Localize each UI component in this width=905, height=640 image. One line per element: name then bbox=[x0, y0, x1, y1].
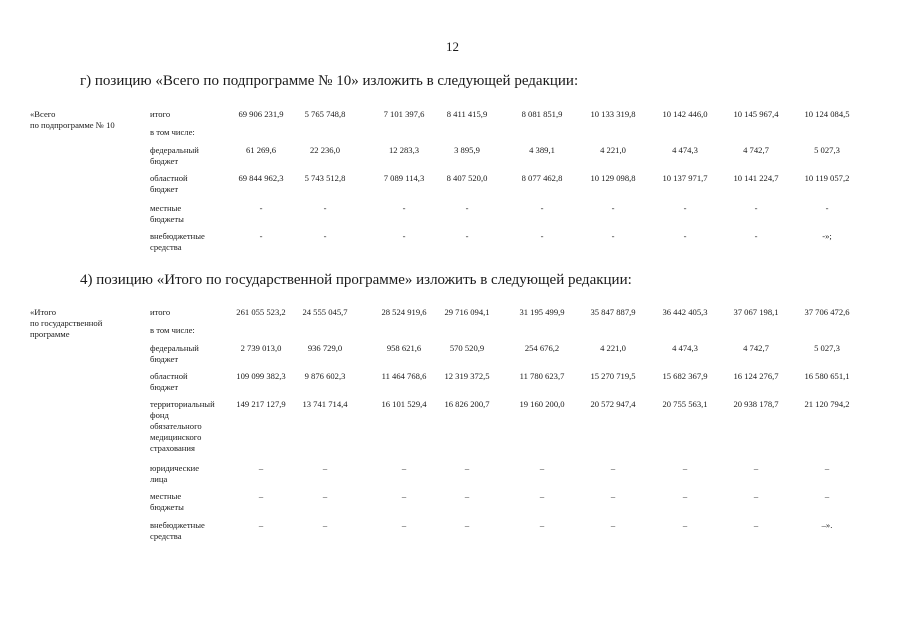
section2-cell-value: 11 464 768,6 bbox=[381, 371, 427, 381]
section1-cell-value: - bbox=[611, 231, 615, 241]
section2-cell-value: 12 319 372,5 bbox=[444, 371, 490, 381]
section2-cell-value: 31 195 499,9 bbox=[519, 307, 565, 317]
section2-cell-value: 16 101 529,4 bbox=[381, 399, 427, 409]
section2-row-label bbox=[150, 463, 199, 485]
section1-cell-value: 5 743 512,8 bbox=[304, 173, 346, 183]
section2-left-label-line: по государственной bbox=[30, 318, 103, 328]
section2-row-label-line: бюджет bbox=[150, 382, 179, 392]
section1-cell-value: -»; bbox=[822, 231, 832, 241]
section2-cell-value: – bbox=[753, 463, 759, 473]
section2-cell-value: – bbox=[539, 463, 545, 473]
section1-row-label bbox=[150, 109, 170, 120]
section1-cell-value: 4 474,3 bbox=[672, 145, 698, 155]
section2-cell-value: 37 706 472,6 bbox=[804, 307, 850, 317]
section1-cell-value: 4 389,1 bbox=[529, 145, 555, 155]
section2-cell-value: 16 124 276,7 bbox=[733, 371, 779, 381]
section2-cell-value: – bbox=[682, 463, 688, 473]
section2-row-label-line: местные bbox=[150, 491, 182, 501]
section1-left-label bbox=[30, 109, 115, 131]
section2-left-label bbox=[30, 307, 102, 340]
section2-cell-value: 254 676,2 bbox=[524, 343, 560, 353]
section2-cell-value: 15 270 719,5 bbox=[590, 371, 636, 381]
section2-cell-value: 24 555 045,7 bbox=[302, 307, 348, 317]
section1-cell-value: - bbox=[323, 231, 327, 241]
section2-row-label-line: территориальный bbox=[150, 399, 215, 409]
section2-cell-value: –». bbox=[821, 520, 833, 530]
section1-row-label-line: федеральный bbox=[150, 145, 199, 155]
section2-cell-value: 570 520,9 bbox=[449, 343, 485, 353]
section2-cell-value: – bbox=[824, 463, 830, 473]
section1-cell-value: 69 844 962,3 bbox=[238, 173, 284, 183]
section2-cell-value: – bbox=[322, 463, 328, 473]
section2-row-label bbox=[150, 307, 170, 318]
section2-cell-value: 37 067 198,1 bbox=[733, 307, 779, 317]
section1-cell-value: - bbox=[683, 203, 687, 213]
section2-cell-value: 4 474,3 bbox=[672, 343, 698, 353]
section2-cell-value: – bbox=[824, 491, 830, 501]
section2-cell-value: – bbox=[682, 520, 688, 530]
section2-cell-value: 936 729,0 bbox=[307, 343, 343, 353]
section1-cell-value: 8 077 462,8 bbox=[521, 173, 563, 183]
section1-row-label-line: областной bbox=[150, 173, 188, 183]
section2-cell-value: – bbox=[539, 520, 545, 530]
section2-cell-value: – bbox=[610, 491, 616, 501]
section1-cell-value: - bbox=[540, 203, 544, 213]
section1-cell-value: 5 765 748,8 bbox=[304, 109, 346, 119]
section2-row-label-line: внебюджетные bbox=[150, 520, 205, 530]
section2-row-label-line: бюджеты bbox=[150, 502, 184, 512]
section2-row-label-line: фонд bbox=[150, 410, 169, 420]
section1-cell-value: 10 129 098,8 bbox=[590, 173, 636, 183]
section2-cell-value: – bbox=[610, 463, 616, 473]
section1-cell-value: 10 142 446,0 bbox=[662, 109, 708, 119]
section2-row-label-line: медицинского bbox=[150, 432, 202, 442]
section2-cell-value: – bbox=[401, 463, 407, 473]
section2-row-label bbox=[150, 399, 215, 454]
section2-cell-value: 16 580 651,1 bbox=[804, 371, 850, 381]
section1-row-label-line: внебюджетные bbox=[150, 231, 205, 241]
section1-cell-value: 10 124 084,5 bbox=[804, 109, 850, 119]
section1-cell-value: 10 137 971,7 bbox=[662, 173, 708, 183]
section2-row-label bbox=[150, 491, 184, 513]
section2-cell-value: 28 524 919,6 bbox=[381, 307, 427, 317]
section2-cell-value: – bbox=[464, 491, 470, 501]
section2-cell-value: – bbox=[610, 520, 616, 530]
section1-cell-value: 3 895,9 bbox=[454, 145, 480, 155]
section1-cell-value: 7 101 397,6 bbox=[383, 109, 425, 119]
section2-row-label-line: лица bbox=[150, 474, 168, 484]
section2-cell-value: 2 739 013,0 bbox=[240, 343, 282, 353]
section1-row-label-line: средства bbox=[150, 242, 182, 252]
section2-cell-value: – bbox=[258, 491, 264, 501]
section2-cell-value: 11 780 623,7 bbox=[519, 371, 565, 381]
section1-cell-value: 8 411 415,9 bbox=[446, 109, 488, 119]
section2-cell-value: 20 755 563,1 bbox=[662, 399, 708, 409]
section1-cell-value: 10 133 319,8 bbox=[590, 109, 636, 119]
section1-row-label bbox=[150, 231, 205, 253]
section1-cell-value: 7 089 114,3 bbox=[383, 173, 425, 183]
section2-cell-value: 35 847 887,9 bbox=[590, 307, 636, 317]
section2-row-label-line: страхования bbox=[150, 443, 195, 453]
section1-cell-value: 10 145 967,4 bbox=[733, 109, 779, 119]
section2-cell-value: 29 716 094,1 bbox=[444, 307, 490, 317]
section1-cell-value: - bbox=[754, 203, 758, 213]
section2-row-label-line: юридические bbox=[150, 463, 200, 473]
section1-row-label bbox=[150, 127, 195, 138]
section2-cell-value: 20 938 178,7 bbox=[733, 399, 779, 409]
section2-row-label bbox=[150, 520, 205, 542]
section2-cell-value: 19 160 200,0 bbox=[519, 399, 565, 409]
section1-cell-value: 22 236,0 bbox=[309, 145, 341, 155]
section1-cell-value: - bbox=[611, 203, 615, 213]
section2-heading: 4) позицию «Итого по государственной программе» изложить в следующей редакции: bbox=[80, 272, 632, 288]
section2-row-label-line: итого bbox=[150, 307, 171, 317]
section2-cell-value: 13 741 714,4 bbox=[302, 399, 348, 409]
section1-cell-value: 4 221,0 bbox=[600, 145, 626, 155]
section1-cell-value: 10 119 057,2 bbox=[804, 173, 850, 183]
section1-cell-value: 8 407 520,0 bbox=[446, 173, 488, 183]
section1-left-label-line: по подпрограмме № 10 bbox=[30, 120, 115, 130]
section1-cell-value: 69 906 231,9 bbox=[238, 109, 284, 119]
section2-cell-value: 15 682 367,9 bbox=[662, 371, 708, 381]
section1-cell-value: - bbox=[825, 203, 829, 213]
section1-cell-value: - bbox=[540, 231, 544, 241]
section1-cell-value: - bbox=[465, 203, 469, 213]
section1-cell-value: - bbox=[402, 231, 406, 241]
section2-row-label-line: средства bbox=[150, 531, 182, 541]
section2-cell-value: – bbox=[322, 520, 328, 530]
section2-cell-value: 16 826 200,7 bbox=[444, 399, 490, 409]
section2-cell-value: 958 621,6 bbox=[386, 343, 422, 353]
section2-cell-value: 20 572 947,4 bbox=[590, 399, 636, 409]
section2-cell-value: – bbox=[464, 463, 470, 473]
section2-cell-value: – bbox=[401, 520, 407, 530]
section2-row-label-line: областной bbox=[150, 371, 188, 381]
section2-row-label-line: обязательного bbox=[150, 421, 202, 431]
section2-left-label-line: программе bbox=[30, 329, 70, 339]
section2-row-label-line: бюджет bbox=[150, 354, 179, 364]
section1-cell-value: - bbox=[323, 203, 327, 213]
section1-cell-value: 12 283,3 bbox=[388, 145, 420, 155]
section2-cell-value: – bbox=[464, 520, 470, 530]
section2-left-label-line: «Итого bbox=[30, 307, 57, 317]
section1-cell-value: 8 081 851,9 bbox=[521, 109, 563, 119]
section1-row-label bbox=[150, 173, 188, 195]
section2-cell-value: – bbox=[258, 520, 264, 530]
section1-row-label-line: бюджет bbox=[150, 156, 179, 166]
section2-cell-value: 5 027,3 bbox=[814, 343, 840, 353]
section2-row-label bbox=[150, 371, 188, 393]
section1-row-label bbox=[150, 203, 184, 225]
section1-row-label bbox=[150, 145, 199, 167]
section2-cell-value: 4 221,0 bbox=[600, 343, 626, 353]
section2-cell-value: – bbox=[401, 491, 407, 501]
section1-cell-value: 4 742,7 bbox=[743, 145, 769, 155]
section2-row-label bbox=[150, 343, 199, 365]
section1-cell-value: 61 269,6 bbox=[245, 145, 277, 155]
section2-row-label bbox=[150, 325, 195, 336]
section2-cell-value: 149 217 127,9 bbox=[236, 399, 286, 409]
section2-cell-value: 109 099 382,3 bbox=[236, 371, 286, 381]
section2-cell-value: 4 742,7 bbox=[743, 343, 769, 353]
section2-cell-value: – bbox=[753, 491, 759, 501]
section1-cell-value: 10 141 224,7 bbox=[733, 173, 779, 183]
section1-cell-value: - bbox=[259, 203, 263, 213]
section1-cell-value: - bbox=[754, 231, 758, 241]
section2-cell-value: – bbox=[753, 520, 759, 530]
section1-heading: г) позицию «Всего по подпрограмме № 10» изложить в следующей редакции: bbox=[80, 73, 579, 89]
section2-row-label-line: в том числе: bbox=[150, 325, 195, 335]
section1-cell-value: 5 027,3 bbox=[814, 145, 840, 155]
section2-cell-value: 36 442 405,3 bbox=[662, 307, 708, 317]
section2-cell-value: – bbox=[258, 463, 264, 473]
section2-cell-value: 21 120 794,2 bbox=[804, 399, 850, 409]
section2-cell-value: – bbox=[682, 491, 688, 501]
section1-cell-value: - bbox=[259, 231, 263, 241]
section1-row-label-line: бюджеты bbox=[150, 214, 184, 224]
section1-row-label-line: итого bbox=[150, 109, 171, 119]
section2-cell-value: 9 876 602,3 bbox=[304, 371, 346, 381]
section1-row-label-line: в том числе: bbox=[150, 127, 195, 137]
section1-left-label-line: «Всего bbox=[30, 109, 56, 119]
section1-row-label-line: бюджет bbox=[150, 184, 179, 194]
section1-cell-value: - bbox=[402, 203, 406, 213]
section2-cell-value: – bbox=[322, 491, 328, 501]
section1-cell-value: - bbox=[465, 231, 469, 241]
page-number: 12 bbox=[446, 39, 459, 54]
section2-row-label-line: федеральный bbox=[150, 343, 199, 353]
section1-cell-value: - bbox=[683, 231, 687, 241]
section2-cell-value: 261 055 523,2 bbox=[236, 307, 286, 317]
section2-cell-value: – bbox=[539, 491, 545, 501]
section1-row-label-line: местные bbox=[150, 203, 182, 213]
